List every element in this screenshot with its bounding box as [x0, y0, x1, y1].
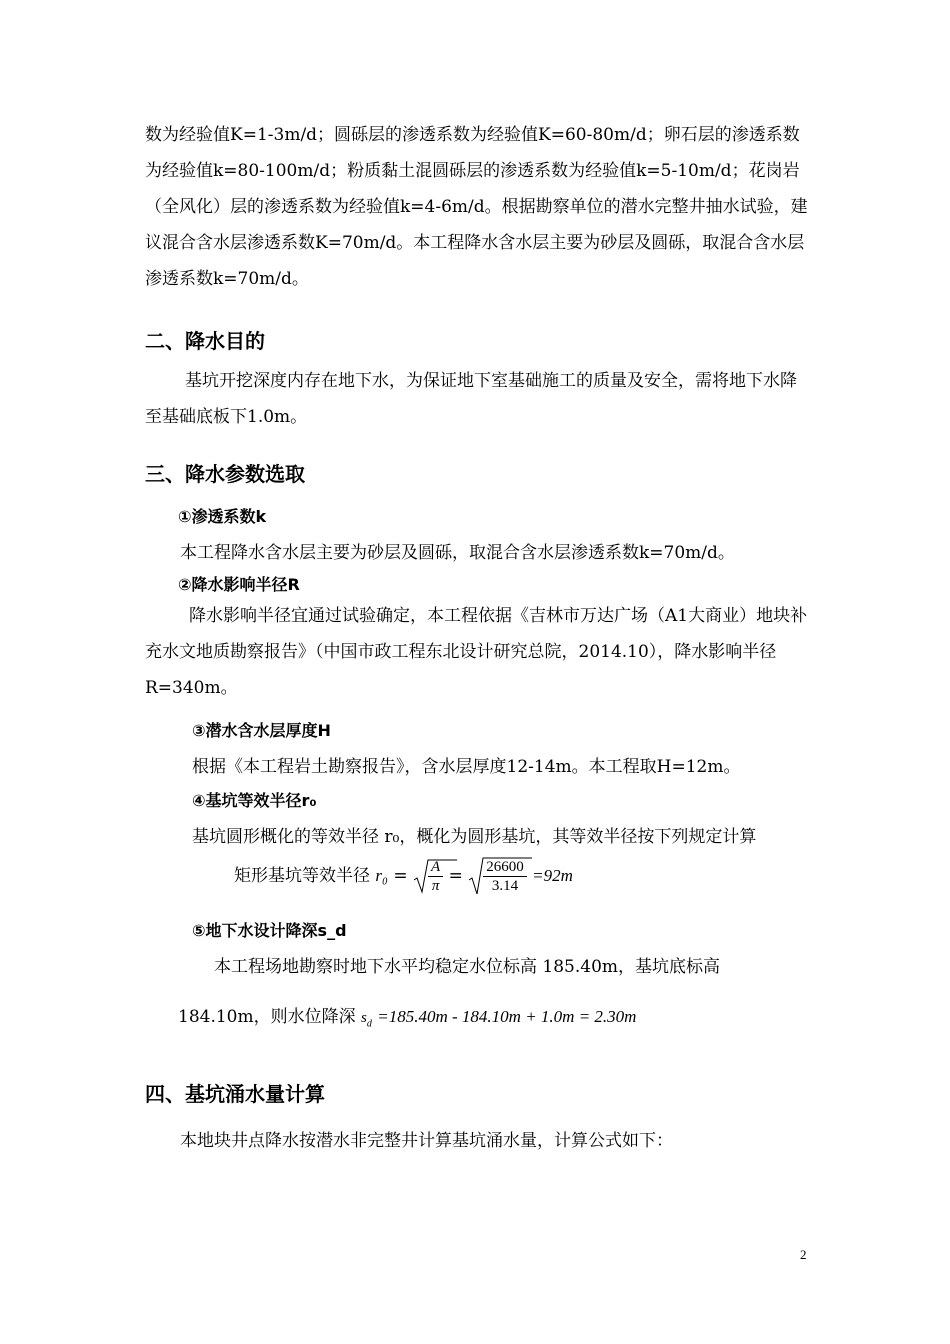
item-3-title: ③潜水含水层厚度H — [192, 721, 331, 740]
page-number: 2 — [800, 1247, 807, 1262]
item-5-body-line-2-label: 184.10m，则水位降深 — [178, 1007, 356, 1027]
intro-paragraph: 数为经验值K=1-3m/d；圆砾层的渗透系数为经验值K=60-80m/d；卵石层的渗透系数为经验值k=80-100m/d；粉质黏土混圆砾层的渗透系数为经验值k=5-10m/d；花岗岩（全风化）层的渗透系数为经验值k=4-6m/d。根据勘察单位的潜水完整井抽水试验，建议混合含水层渗透系数K=70m/d。本工程降水含水层主要为砂层及圆砾，取混合含水层渗透系数k=70m/d。 — [145, 125, 808, 289]
formula-1-frac-den: π — [431, 878, 440, 894]
formula-1-eq2: = — [448, 866, 463, 886]
section-4-heading: 四、基坑涌水量计算 — [145, 1082, 325, 1106]
formula-1-lhs: r₀ — [375, 866, 388, 885]
item-2-title: ②降水影响半径R — [178, 575, 300, 594]
item-5-body-line-1: 本工程场地勘察时地下水平均稳定水位标高 185.40m，基坑底标高 — [214, 957, 721, 977]
section-2-heading: 二、降水目的 — [145, 329, 265, 353]
item-1-title: ①渗透系数k — [178, 507, 267, 526]
formula-2-lhs-sub: d — [366, 1018, 372, 1030]
sqrt-a-over-pi — [413, 858, 443, 895]
item-5-title: ⑤地下水设计降深s_d — [192, 921, 347, 940]
item-3-body: 根据《本工程岩土勘察报告》，含水层厚度12-14m。本工程取H=12m。 — [192, 757, 741, 777]
formula-1-result: =92m — [532, 866, 573, 885]
formula-2-lhs: s — [361, 1010, 367, 1026]
section-2-body: 基坑开挖深度内存在地下水，为保证地下室基础施工的质量及安全，需将地下水降至基础底板下1.0m。 — [145, 371, 797, 427]
formula-1-num: 26600 — [483, 858, 527, 877]
equivalent-radius-formula — [234, 858, 573, 895]
formula-1-label: 矩形基坑等效半径 — [234, 866, 370, 886]
section-3-heading: 三、降水参数选取 — [145, 462, 305, 486]
radical-sign-icon — [468, 856, 532, 896]
formula-1-frac-num: A — [428, 858, 443, 877]
formula-1-den: 3.14 — [491, 878, 519, 894]
section-4-body: 本地块井点降水按潜水非完整井计算基坑涌水量，计算公式如下： — [180, 1131, 673, 1151]
item-2-body: 降水影响半径宜通过试验确定，本工程依据《吉林市万达广场（A1大商业）地块补充水文地质勘察报告》（中国市政工程东北设计研究总院，2014.10），降水影响半径R=340m。 — [145, 606, 808, 698]
item-4-body: 基坑圆形概化的等效半径 r₀，概化为圆形基坑，其等效半径按下列规定计算 — [192, 827, 757, 847]
item-1-body: 本工程降水含水层主要为砂层及圆砾，取混合含水层渗透系数k=70m/d。 — [180, 543, 735, 563]
sqrt-area-over-pi — [468, 858, 527, 895]
formula-1-eq1: = — [393, 866, 408, 886]
item-4-title: ④基坑等效半径r₀ — [192, 791, 317, 810]
item-5-body-line-2 — [178, 1002, 636, 1029]
formula-2-rhs: =185.40m - 184.10m + 1.0m = 2.30m — [377, 1007, 637, 1026]
radical-sign-icon — [413, 858, 457, 894]
